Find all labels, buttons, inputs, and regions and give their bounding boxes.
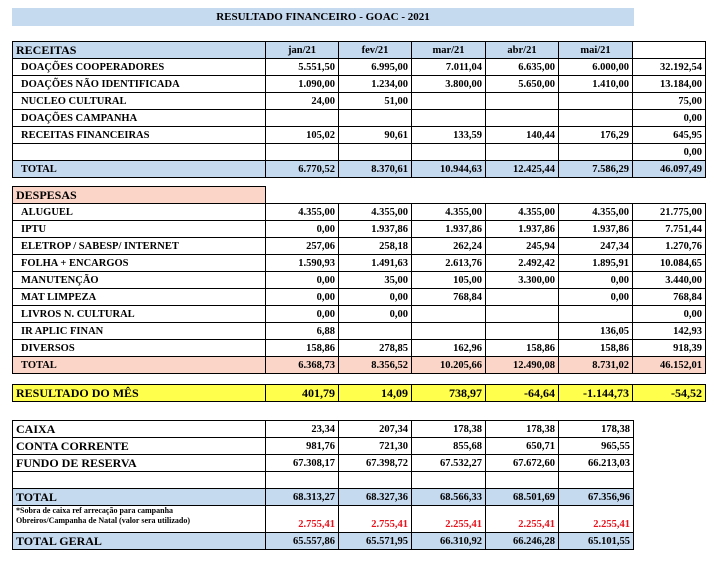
- receitas-header: RECEITAS: [13, 42, 266, 59]
- value-cell: 0,00: [339, 306, 412, 323]
- value-cell: -54,52: [633, 385, 706, 402]
- value-cell: 23,34: [266, 421, 339, 438]
- value-cell: 1.937,86: [412, 221, 486, 238]
- month-header: jan/21: [266, 42, 339, 59]
- value-cell: [559, 306, 633, 323]
- value-cell: 105,02: [266, 127, 339, 144]
- value-cell: 67.672,60: [486, 455, 559, 472]
- value-cell: 67.356,96: [559, 489, 634, 506]
- row-label: DOAÇÕES CAMPANHA: [13, 110, 266, 127]
- value-cell: 65.101,55: [559, 533, 634, 550]
- value-cell: 0,00: [266, 306, 339, 323]
- value-cell: [339, 144, 412, 161]
- saldos-table: [12, 420, 634, 550]
- resultado-table: [12, 384, 706, 402]
- note-line: *Sobra de caixa ref arrecação para campanha: [16, 506, 174, 515]
- note-value-cell: 2.255,41: [559, 506, 634, 533]
- value-cell: 738,97: [412, 385, 486, 402]
- value-cell: 5.650,00: [486, 76, 559, 93]
- value-cell: 401,79: [266, 385, 339, 402]
- value-cell: 21.775,00: [633, 204, 706, 221]
- despesa-row: [13, 204, 706, 221]
- value-cell: 68.566,33: [412, 489, 486, 506]
- value-cell: 66.246,28: [486, 533, 559, 550]
- value-cell: 8.370,61: [339, 161, 412, 178]
- value-cell: 178,38: [412, 421, 486, 438]
- despesa-row: [13, 323, 706, 340]
- value-cell: 133,59: [412, 127, 486, 144]
- value-cell: 162,96: [412, 340, 486, 357]
- despesa-row: [13, 238, 706, 255]
- note-value-cell: 2.755,41: [266, 506, 339, 533]
- value-cell: 178,38: [559, 421, 634, 438]
- value-cell: 4.355,00: [339, 204, 412, 221]
- receita-row: [13, 76, 706, 93]
- value-cell: 3.800,00: [412, 76, 486, 93]
- value-cell: 67.532,27: [412, 455, 486, 472]
- value-cell: [266, 110, 339, 127]
- value-cell: 0,00: [633, 306, 706, 323]
- value-cell: 207,34: [339, 421, 412, 438]
- value-cell: -64,64: [486, 385, 559, 402]
- value-cell: 7.586,29: [559, 161, 633, 178]
- receitas-total-row: [13, 161, 706, 178]
- row-label: TOTAL GERAL: [13, 533, 266, 550]
- value-cell: 35,00: [339, 272, 412, 289]
- value-cell: 10.205,66: [412, 357, 486, 374]
- total-geral-row: [13, 533, 634, 550]
- row-label: DOAÇÕES NÃO IDENTIFICADA: [13, 76, 266, 93]
- value-cell: [412, 306, 486, 323]
- row-label: [13, 144, 266, 161]
- campaign-note-row: [13, 506, 634, 533]
- despesa-row: [13, 221, 706, 238]
- value-cell: 136,05: [559, 323, 633, 340]
- value-cell: 10.944,63: [412, 161, 486, 178]
- row-label: RECEITAS FINANCEIRAS: [13, 127, 266, 144]
- value-cell: 5.551,50: [266, 59, 339, 76]
- value-cell: 13.184,00: [633, 76, 706, 93]
- value-cell: 1.937,86: [486, 221, 559, 238]
- value-cell: 4.355,00: [266, 204, 339, 221]
- value-cell: -1.144,73: [559, 385, 633, 402]
- value-cell: 105,00: [412, 272, 486, 289]
- value-cell: 1.895,91: [559, 255, 633, 272]
- value-cell: 2.613,76: [412, 255, 486, 272]
- value-cell: 0,00: [266, 272, 339, 289]
- resultado-row: [13, 385, 706, 402]
- value-cell: 1.491,63: [339, 255, 412, 272]
- despesas-table: [12, 186, 706, 374]
- value-cell: [559, 144, 633, 161]
- value-cell: 14,09: [339, 385, 412, 402]
- value-cell: 158,86: [266, 340, 339, 357]
- value-cell: 1.410,00: [559, 76, 633, 93]
- month-header: mar/21: [412, 42, 486, 59]
- row-label: TOTAL: [13, 489, 266, 506]
- value-cell: 90,61: [339, 127, 412, 144]
- value-cell: [339, 323, 412, 340]
- value-cell: 3.440,00: [633, 272, 706, 289]
- value-cell: 32.192,54: [633, 59, 706, 76]
- value-cell: [486, 93, 559, 110]
- value-cell: 68.327,36: [339, 489, 412, 506]
- value-cell: 10.084,65: [633, 255, 706, 272]
- report-title: RESULTADO FINANCEIRO - GOAC - 2021: [12, 8, 634, 26]
- value-cell: [266, 144, 339, 161]
- saldo-row: [13, 455, 634, 472]
- value-cell: 4.355,00: [486, 204, 559, 221]
- note-value-cell: 2.755,41: [339, 506, 412, 533]
- value-cell: 46.152,01: [633, 357, 706, 374]
- value-cell: 7.751,44: [633, 221, 706, 238]
- row-label: IPTU: [13, 221, 266, 238]
- value-cell: 142,93: [633, 323, 706, 340]
- value-cell: 1.090,00: [266, 76, 339, 93]
- receita-row: [13, 144, 706, 161]
- value-cell: 1.234,00: [339, 76, 412, 93]
- month-header: mai/21: [559, 42, 633, 59]
- despesa-row: [13, 306, 706, 323]
- value-cell: 178,38: [486, 421, 559, 438]
- value-cell: 278,85: [339, 340, 412, 357]
- row-label: ELETROP / SABESP/ INTERNET: [13, 238, 266, 255]
- value-cell: 1.590,93: [266, 255, 339, 272]
- row-label: DIVERSOS: [13, 340, 266, 357]
- row-label: FOLHA + ENCARGOS: [13, 255, 266, 272]
- value-cell: [486, 306, 559, 323]
- despesa-row: [13, 272, 706, 289]
- value-cell: 965,55: [559, 438, 634, 455]
- receita-row: [13, 127, 706, 144]
- value-cell: 24,00: [266, 93, 339, 110]
- row-label: DOAÇÕES COOPERADORES: [13, 59, 266, 76]
- row-label: LIVROS N. CULTURAL: [13, 306, 266, 323]
- saldo-row: [13, 421, 634, 438]
- value-cell: 1.270,76: [633, 238, 706, 255]
- despesa-row: [13, 289, 706, 306]
- value-cell: 46.097,49: [633, 161, 706, 178]
- value-cell: [339, 110, 412, 127]
- value-cell: 2.492,42: [486, 255, 559, 272]
- receita-row: [13, 93, 706, 110]
- value-cell: 7.011,04: [412, 59, 486, 76]
- value-cell: 65.571,95: [339, 533, 412, 550]
- despesas-header-row: [13, 187, 706, 204]
- saldos-total-row: [13, 489, 634, 506]
- value-cell: 918,39: [633, 340, 706, 357]
- spacer-row: [13, 472, 634, 489]
- row-label: NUCLEO CULTURAL: [13, 93, 266, 110]
- value-cell: 6.368,73: [266, 357, 339, 374]
- value-cell: 855,68: [412, 438, 486, 455]
- value-cell: 0,00: [633, 144, 706, 161]
- value-cell: 258,18: [339, 238, 412, 255]
- row-label: MANUTENÇÃO: [13, 272, 266, 289]
- value-cell: 75,00: [633, 93, 706, 110]
- value-cell: 0,00: [559, 289, 633, 306]
- row-label: RESULTADO DO MÊS: [13, 385, 266, 402]
- row-label: ALUGUEL: [13, 204, 266, 221]
- value-cell: 8.731,02: [559, 357, 633, 374]
- value-cell: [486, 289, 559, 306]
- value-cell: 3.300,00: [486, 272, 559, 289]
- row-label: CAIXA: [13, 421, 266, 438]
- value-cell: 262,24: [412, 238, 486, 255]
- value-cell: 245,94: [486, 238, 559, 255]
- value-cell: 67.308,17: [266, 455, 339, 472]
- row-label: IR APLIC FINAN: [13, 323, 266, 340]
- value-cell: [412, 110, 486, 127]
- value-cell: 4.355,00: [412, 204, 486, 221]
- value-cell: 12.425,44: [486, 161, 559, 178]
- row-label: FUNDO DE RESERVA: [13, 455, 266, 472]
- value-cell: 6,88: [266, 323, 339, 340]
- value-cell: 0,00: [266, 289, 339, 306]
- value-cell: 158,86: [486, 340, 559, 357]
- saldo-row: [13, 438, 634, 455]
- value-cell: [412, 93, 486, 110]
- value-cell: 65.557,86: [266, 533, 339, 550]
- value-cell: 140,44: [486, 127, 559, 144]
- value-cell: [412, 323, 486, 340]
- value-cell: 981,76: [266, 438, 339, 455]
- receitas-table: [12, 41, 706, 178]
- value-cell: 6.635,00: [486, 59, 559, 76]
- value-cell: 68.501,69: [486, 489, 559, 506]
- value-cell: [559, 110, 633, 127]
- value-cell: 768,84: [412, 289, 486, 306]
- value-cell: 247,34: [559, 238, 633, 255]
- month-header: fev/21: [339, 42, 412, 59]
- value-cell: [412, 144, 486, 161]
- value-cell: 768,84: [633, 289, 706, 306]
- value-cell: 8.356,52: [339, 357, 412, 374]
- receita-row: [13, 110, 706, 127]
- value-cell: [559, 93, 633, 110]
- value-cell: 176,29: [559, 127, 633, 144]
- value-cell: 645,95: [633, 127, 706, 144]
- despesas-total-row: [13, 357, 706, 374]
- row-label: TOTAL: [13, 357, 266, 374]
- value-cell: [486, 110, 559, 127]
- value-cell: 68.313,27: [266, 489, 339, 506]
- value-cell: 0,00: [266, 221, 339, 238]
- total-column-header: [633, 42, 706, 59]
- despesa-row: [13, 255, 706, 272]
- receita-row: [13, 59, 706, 76]
- campaign-note: [13, 506, 266, 533]
- value-cell: 0,00: [339, 289, 412, 306]
- despesa-row: [13, 340, 706, 357]
- value-cell: [486, 144, 559, 161]
- value-cell: 257,06: [266, 238, 339, 255]
- value-cell: 66.213,03: [559, 455, 634, 472]
- row-label: CONTA CORRENTE: [13, 438, 266, 455]
- value-cell: [486, 323, 559, 340]
- value-cell: 158,86: [559, 340, 633, 357]
- row-label: MAT LIMPEZA: [13, 289, 266, 306]
- value-cell: 650,71: [486, 438, 559, 455]
- value-cell: 721,30: [339, 438, 412, 455]
- value-cell: 6.995,00: [339, 59, 412, 76]
- value-cell: 6.770,52: [266, 161, 339, 178]
- value-cell: 1.937,86: [339, 221, 412, 238]
- note-line: Obreiros/Campanha de Natal (valor sera utilizado): [16, 516, 190, 525]
- note-value-cell: 2.255,41: [412, 506, 486, 533]
- value-cell: 66.310,92: [412, 533, 486, 550]
- value-cell: 6.000,00: [559, 59, 633, 76]
- note-value-cell: 2.255,41: [486, 506, 559, 533]
- value-cell: 1.937,86: [559, 221, 633, 238]
- value-cell: 4.355,00: [559, 204, 633, 221]
- receitas-header-row: [13, 42, 706, 59]
- value-cell: 51,00: [339, 93, 412, 110]
- value-cell: 0,00: [633, 110, 706, 127]
- month-header: abr/21: [486, 42, 559, 59]
- value-cell: 12.490,08: [486, 357, 559, 374]
- despesas-header: DESPESAS: [13, 187, 266, 204]
- value-cell: 0,00: [559, 272, 633, 289]
- row-label: TOTAL: [13, 161, 266, 178]
- value-cell: 67.398,72: [339, 455, 412, 472]
